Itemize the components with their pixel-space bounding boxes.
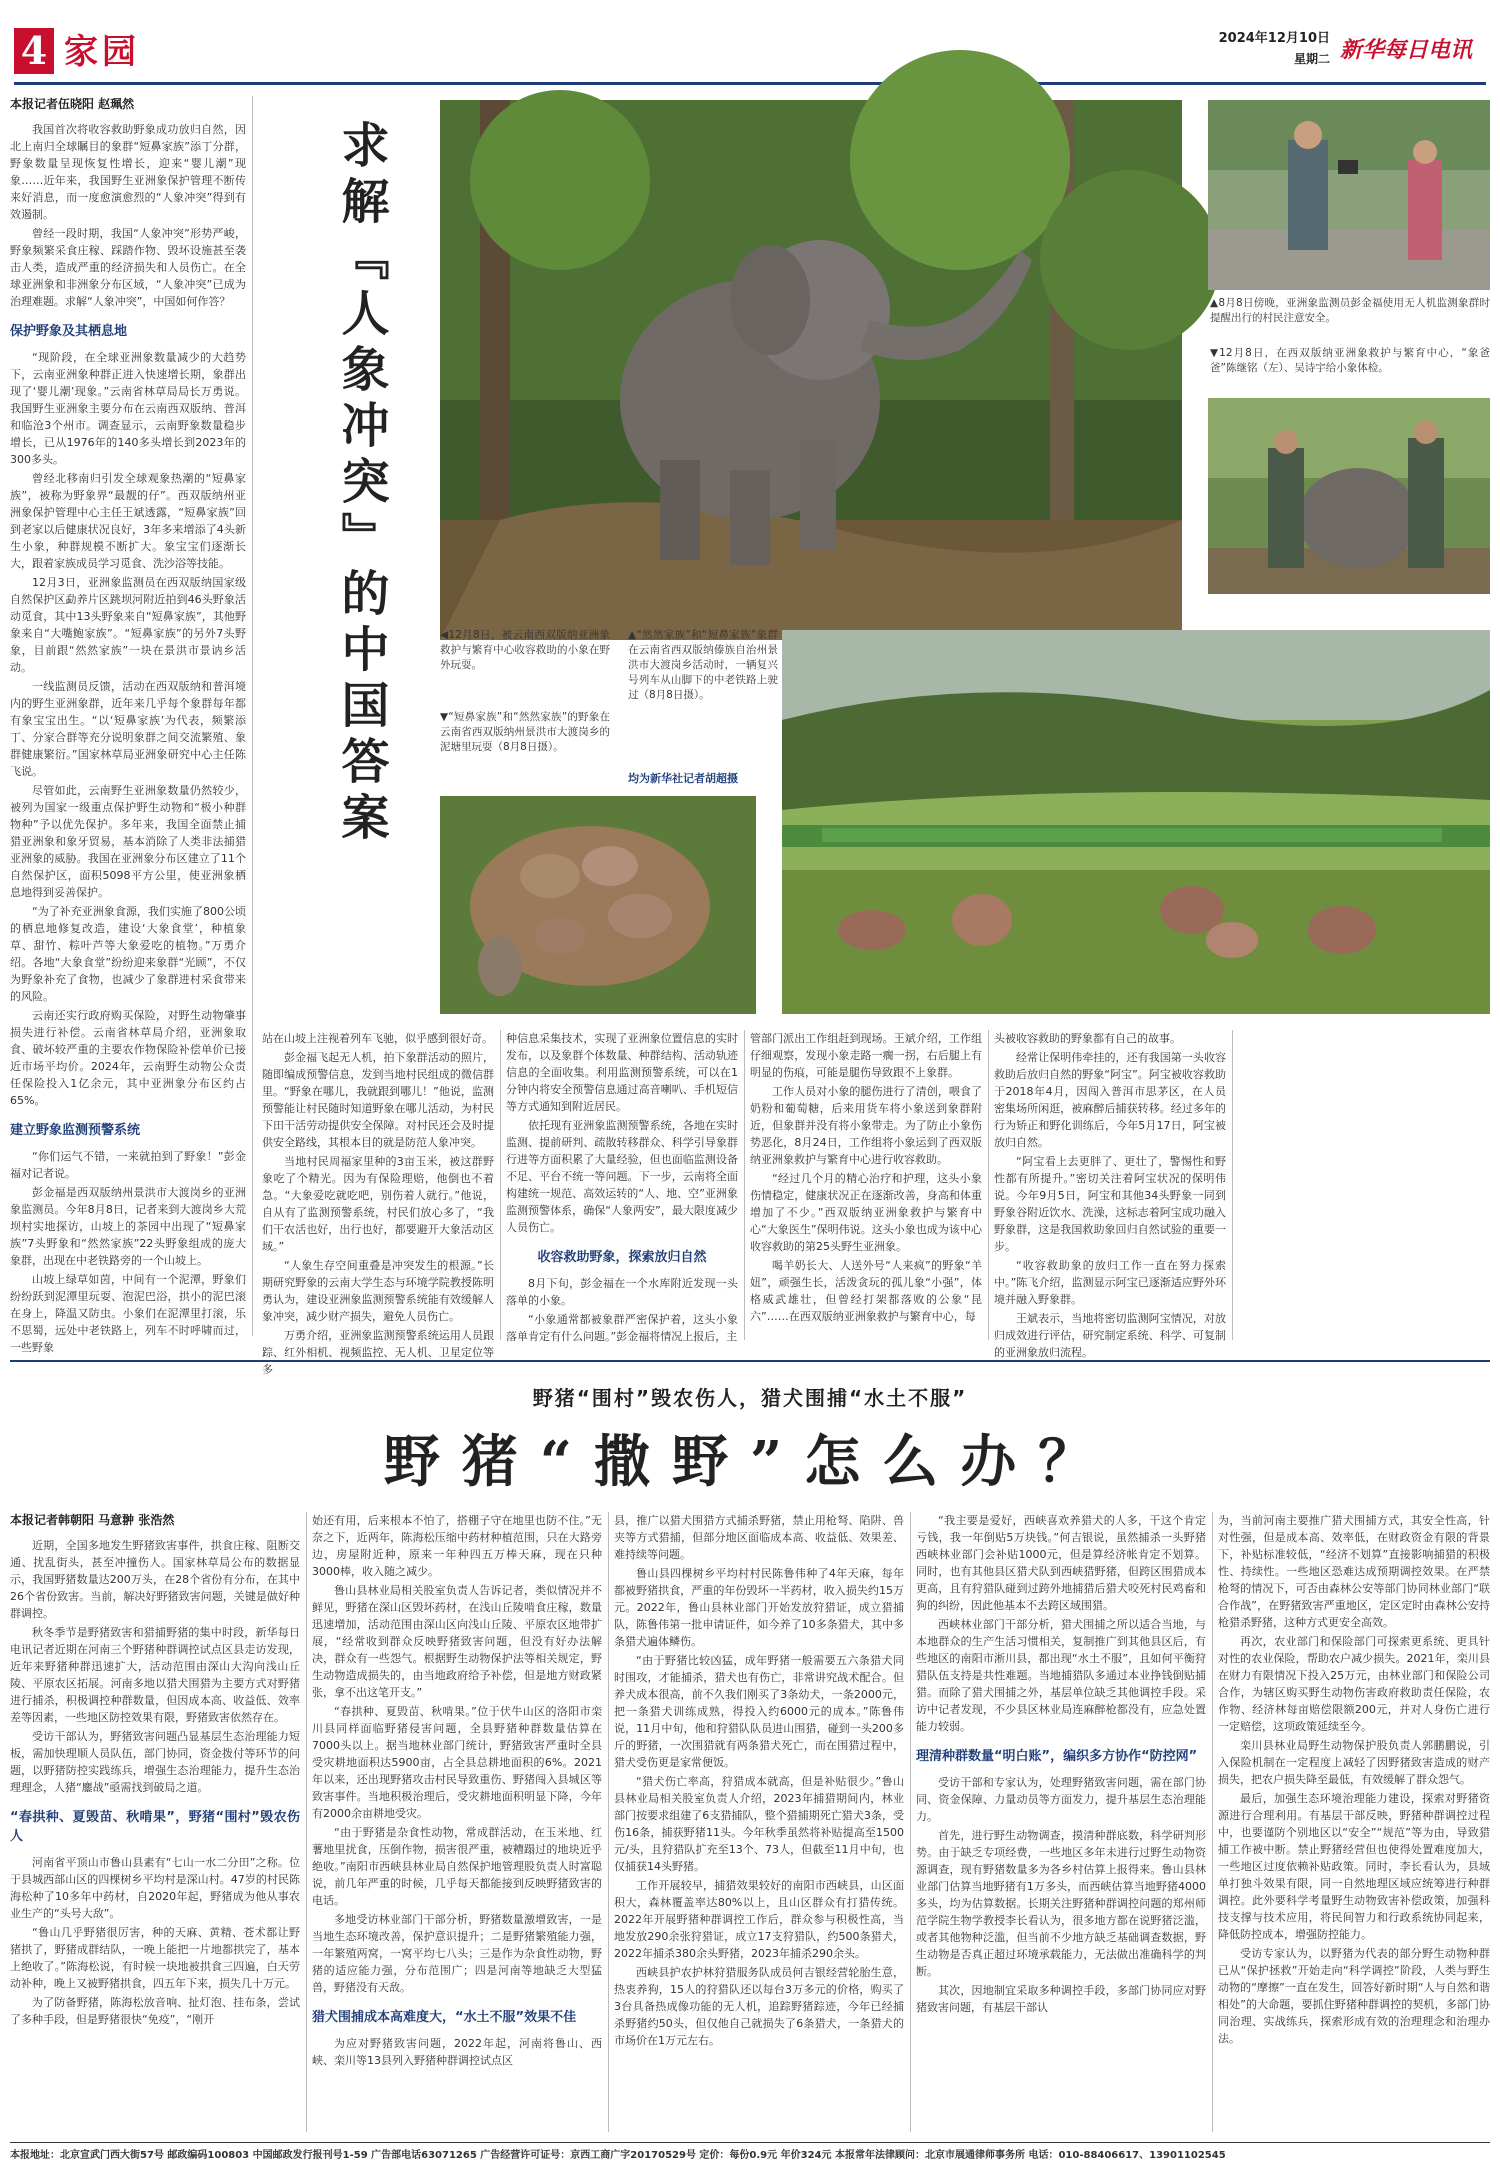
column-rule [910,1512,911,2132]
paragraph: 始还有用，后来根本不怕了，搭棚子守在地里也防不住。”无奈之下，近两年，陈海松压缩中药材种植范围，只在大路旁边，房屋附近种，原来一年种四五万棒天麻，现在只种3000棒，收入随之减少。 [312,1514,602,1578]
article1-byline: 本报记者伍晓阳 赵珮然 [10,97,135,111]
article2-title: 野猪“撒野”怎么办？ [383,1429,1117,1495]
paragraph: 曾经一段时期，我国“人象冲突”形势严峻，野象频繁采食庄稼、踩踏作物、毁坏设施甚至袭击人类，造成严重的经济损失和人员伤亡。在全球亚洲象和非洲象分布区域，“人象冲突”已成为治理难题。求解“人象冲突”，中国如何作答？ [10,227,246,308]
issue-date: 2024年12月10日 [1218,31,1330,46]
masthead-rule [14,82,1486,85]
page-number-badge [14,28,54,74]
caption-health-check: ▼12月8日，在西双版纳亚洲象救护与繁育中心，“象爸爸”陈继铭（左）、吴诗宇给小象体检。 [1210,347,1490,374]
paragraph: 为，当前河南主要推广猎犬围捕方式，其安全性高，针对性强，但是成本高、效率低，在财政资金有限的背景下，补贴标准较低，“经济不划算”直接影响捕猎的积极性、持续性。一些地区恐难达成预期调控效果。在严禁枪弩的情况下，可否由森林公安等部门协同林业部门“联合作战”，在野猪致害严重地区，定区定时由森林公安持枪猎杀野猪，这种方式更安全高效。 [1218,1514,1490,1629]
paragraph: 工作人员对小象的腿伤进行了清创，喂食了奶粉和葡萄糖，后来用货车将小象送到象群附近，但象群并没有将小象带走。为了防止小象伤势恶化，8月24日，工作组将小象运到了西双版纳亚洲象救护与繁育中心进行收容救助。 [750,1085,982,1166]
paragraph: 我国首次将收容救助野象成功放归自然，因北上南归全球瞩目的象群“短鼻家族”添丁分群，野象数量呈现恢复性增长，迎来“婴儿潮”现象……近年来，我国野生亚洲象保护管理不断传来好消息，而一度愈演愈烈的“人象冲突”得到有效遏制。 [10,123,246,221]
paragraph: 万勇介绍，亚洲象监测预警系统运用人员跟踪、红外相机、视频监控、无人机、卫星定位等多 [262,1329,494,1376]
paragraph: 彭金福是西双版纳州景洪市大渡岗乡的亚洲象监测员。今年8月8日，记者来到大渡岗乡大荒坝村实地探访，山坡上的茶园中出现了“短鼻家族”7头野象和“然然家族”22头野象组成的庞大象群，出现在中老铁路旁的一个山坡上。 [10,1186,246,1267]
article2-col5 [1218,1512,1490,2132]
caption-mud-pond: ▼“短鼻家族”和“然然家族”的野象在云南省西双版纳州景洪市大渡岗乡的泥塘里玩耍（8月8日摄）。 [440,711,610,753]
paragraph: “猎犬伤亡率高，狩猎成本就高，但是补贴很少。”鲁山县林业局相关股室负责人介绍，2023年捕猎期间内，林业部门按要求组建了6支猎捕队，整个猎捕期死亡猎犬3条，受伤16条，捕获野猪11头。今年秋季虽然将补贴提高至1500元/头，且狩猎队扩充至13个、73人，但截至11月中旬，也仅捕获14头野猪。 [614,1775,904,1873]
paragraph: 王斌表示，当地将密切监测阿宝情况，对放归成效进行评估，研究制定系统、科学、可复制的亚洲象放归流程。 [994,1312,1226,1359]
paragraph: 喝羊奶长大、人送外号“人来疯”的野象“羊妞”，顽强生长，活泼贪玩的孤儿象“小强”，体格威武雄壮，但曾经打架都落败的公象“昆六”……在西双版纳亚洲象救护与繁育中心，每 [750,1259,982,1323]
paragraph: 头被收容救助的野象都有自己的故事。 [994,1032,1181,1045]
paragraph: 首先，进行野生动物调查，摸清种群底数，科学研判形势。由于缺乏专项经费，一些地区多年未进行过野生动物资源调查，现有野猪数量多为各乡村估算上报得来。鲁山县林业部门估算当地野猪有1万多头，而西峡估算当地野猪4000多头，均为估算数据。长期关注野猪种群调控问题的郑州师范学院生物学教授李长看认为，很多地方都在说野猪泛滥，或者其他物种泛滥，但当前不少地方缺乏基础调查数据，野生动物是否真正超过环境承载能力，无法做出准确科学的判断。 [916,1829,1206,1978]
article2-byline: 本报记者韩朝阳 马意翀 张浩然 [10,1513,175,1527]
paragraph: “我主要是爱好，西峡喜欢养猎犬的人多，干这个肯定亏钱，我一年倒贴5万块钱。”何吉银说，虽然捕杀一头野猪西峡林业部门会补贴1000元，但是算经济帐肯定不划算。同时，也有其他县区猎犬队到西峡猎野猪，但跨区围猎成本更高，且有狩猎队碰到过跨外地捕猎后猎犬咬死村民鸡畜和狗的纠纷，因此他基本不去跨区域围猎。 [916,1514,1206,1612]
column-rule [1232,1030,1233,1340]
paragraph: 受访专家认为，以野猪为代表的部分野生动物种群已从“保护拯救”开始走向“科学调控”阶段，人类与野生动物的“摩擦”一直在发生，回答好新时期“人与自然和谐相处”的大命题，要抓住野猪种群调控的契机，多部门协同治理、实战练兵，探索形成有效的治理理念和治理办法。 [1218,1947,1490,2045]
article1-col2 [262,1030,494,1376]
photo-drone-monitor [1208,100,1490,290]
article2-kicker: 野猪“围村”毁农伤人，猎犬围捕“水土不服” [532,1386,968,1410]
paragraph: 栾川县林业局野生动物保护股负责人郭鹏鹏说，引入保险机制在一定程度上减轻了因野猪致害造成的财产损失，把农户损失降至最低，有效缓解了群众怨气。 [1218,1739,1490,1786]
paragraph: 山坡上绿草如茵，中间有一个泥潭，野象们纷纷跃到泥潭里玩耍、泡泥巴浴，拱小的泥巴滚在身上，降温又防虫。小象们在泥潭里打滚，乐不思蜀，远处中老铁路上，列车不时呼啸而过，一些野象 [10,1273,246,1354]
column-rule [252,96,253,1336]
paragraph: 彭金福飞起无人机，拍下象群活动的照片，随即编成预警信息，发到当地村民组成的微信群里。“野象在哪儿，我就跟到哪儿！”他说，监测预警能让村民随时知道野象在哪儿活动，为村民下田干活劳动提供安全保障。对村民还会及时提供安全路线，其根本目的就是防范人象冲突。 [262,1051,494,1149]
paragraph: 西峡县护农护林狩猎服务队成员何吉银经营轮胎生意，热衷养狗，15人的狩猎队还以每台3万多元的价格，购买了3台具备热成像功能的无人机，追踪野猪踪迹，今年已经捕杀野猪约50头，但仅他自己就损失了6条猎犬，一条猎犬的市场价在1万元左右。 [614,1966,904,2047]
paper-logo: 新华每日电讯 [1340,37,1473,63]
paragraph: 8月下旬，彭金福在一个水库附近发现一头落单的小象。 [506,1277,738,1307]
paragraph: 其次，因地制宜采取多种调控手段，多部门协同应对野猪致害问题，有基层干部认 [916,1984,1206,2014]
paragraph: 最后，加强生态环境治理能力建设，探索对野猪资源进行合理利用。有基层干部反映，野猪种群调控过程中，也要谨防个别地区以“安全”“规范”等为由，导致猎捕工作被中断。禁止野猪经营但也使得处置难度加大，一些地区过度依赖补贴政策。同时，李长看认为，县域单打独斗效果有限，同一自然地理区域应统筹进行种群调控。此外要科学考量野生动物致害补偿政策，加强科技支撑与技术应用，将民间智力和行政系统协同起来，降低防控成本，增强防控能力。 [1218,1792,1490,1941]
paragraph: 站在山坡上注视着列车飞驰，似乎感到很好奇。 [262,1032,493,1045]
paragraph: 再次，农业部门和保险部门可探索更系统、更具针对性的农业保险，帮助农户减少损失。2021年，栾川县在财力有限情况下投入25万元，由林业部门和保险公司合作，为辖区购买野生动物伤害政府救助责任保险，农作物、经济林每亩赔偿限额200元，并对人身伤亡进行一定赔偿，这项政策延续至今。 [1218,1635,1490,1733]
paragraph: 12月3日，亚洲象监测员在西双版纳国家级自然保护区勐养片区跳坝河附近拍到46头野象活动觅食，其中13头野象来自“短鼻家族”，其他野象来自“大嘴鲍家族”。“短鼻家族”的另外7头野象，目前跟“然然家族”一块在景洪市景讷乡活动。 [10,576,246,674]
caption-drone-monitor: ▲8月8日傍晚，亚洲象监测员彭金福使用无人机监测象群时提醒出行的村民注意安全。 [1210,297,1490,324]
paragraph: 管部门派出工作组赶到现场。王斌介绍，工作组仔细观察，发现小象走路一瘸一拐，右后腿上有明显的伤痕，可能是腿伤导致跟不上象群。 [750,1032,982,1079]
paragraph: “阿宝看上去更胖了、更壮了，警惕性和野性都有所提升。”密切关注着阿宝状况的保明伟说。今年9月5日，阿宝和其他34头野象一同到野象谷附近饮水、洗澡，这标志着阿宝成功融入野象群，这是我国救助象回归自然试验的重要一步。 [994,1155,1226,1253]
photo-train-landscape [782,630,1490,1014]
article2-col1 [10,1512,300,2132]
article-divider [10,1360,1490,1362]
article1-col1 [10,96,246,1354]
photo-baby-elephant [440,100,1182,640]
paragraph: 受访干部和专家认为，处理野猪致害问题，需在部门协同、资金保障、力量动员等方面发力，提升基层生态治理能力。 [916,1776,1206,1823]
paragraph: 曾经北移南归引发全球观象热潮的“短鼻家族”，被称为野象界“最靓的仔”。西双版纳州亚洲象保护管理中心主任王斌透露，“短鼻家族”回到老家以后健康状况良好，3年多来增添了4头新生小象，种群规模不断扩大。象宝宝们逐渐长大，跟着家族成员学习觅食、洗沙浴等技能。 [10,472,246,570]
column-rule [1212,1512,1213,2132]
paragraph: 鲁山县林业局相关股室负责人告诉记者，类似情况并不鲜见，野猪在深山区毁坏药材，在浅山丘陵啃食庄稼，数量迅速增加，活动范围由深山区向浅山丘陵、平原农区地带扩展，“经常收到群众反映野猪致害问题，但没有好办法解决，群众有一些怨气。根据野生动物保护法等相关规定，野生动物造成损失的，由当地政府给予补偿，但是地方财政紧张，拿不出这笔开支。” [312,1584,602,1699]
caption-train: ▲“然然家族”和“短鼻家族”象群在云南省西双版纳傣族自治州景洪市大渡岗乡活动时，一辆复兴号列车从山脚下的中老铁路上驶过（8月8日摄）。 [628,629,778,701]
paragraph: 工作开展较早，捕猎效果较好的南阳市西峡县，山区面积大，森林覆盖率达80%以上，且山区群众有打猎传统。2022年开展野猪种群调控工作后，群众参与积极性高，当地发放290余张狩猎证，成立17支狩猎队，约500条猎犬，2022年捕杀380余头野猪，2023年捕杀290余头。 [614,1879,904,1960]
article1-col6 [1238,1030,1490,1340]
article1-title-text: 求解『人象冲突』的中国答案 [333,120,389,848]
photo-health-check [1208,398,1490,594]
article1-subhead-2: 建立野象监测预警系统 [10,1123,141,1138]
paragraph: 当地村民周福家里种的3亩玉米，被这群野象吃了个精光。因为有保险理赔，他倒也不着急。“大象爱吃就吃吧，别伤着人就行。”他说，自从有了监测预警系统，村民们放心多了，“我们干农活也好，出行也好，都要避开大象活动区域。” [262,1155,494,1253]
page-number: 4 [20,28,48,73]
article2-col2 [312,1512,602,2132]
article1-col5 [994,1030,1226,1359]
paragraph: 一线监测员反馈，活动在西双版纳和普洱境内的野生亚洲象群，近年来几乎每个象群每年都有象宝宝出生。“以‘短鼻家族’为代表，频繁添丁、分家合群等充分说明象群之间交流繁殖、象群健康繁衍。”国家林草局亚洲象研究中心主任陈飞说。 [10,680,246,778]
article1-col3 [506,1030,738,1343]
paragraph: 秋冬季节是野猪致害和猎捕野猪的集中时段，新华每日电讯记者近期在河南三个野猪种群调控试点区县走访发现，近年来野猪种群迅速扩大，活动范围由深山大沟向浅山丘陵、平原农区拓展。河南多地以猎犬围猎为主要方式对野猪进行捕杀，积极调控种群数量，但因成本高、收益低、效率差等因素，一些地区防控效果有限，野猪致害依然存在。 [10,1626,300,1724]
column-rule [744,1030,745,1340]
column-rule [988,1030,989,1340]
paragraph: 种信息采集技术，实现了亚洲象位置信息的实时发布，以及象群个体数量、种群结构、活动轨迹信息的全面收集。利用监测预警系统，可以在1分钟内将安全预警信息通过高音喇叭、手机短信等方式通知到附近居民。 [506,1032,738,1113]
masthead [0,0,1500,88]
paragraph: “由于野猪比较凶猛，成年野猪一般需要五六条猎犬同时围攻，才能捕杀，猎犬也有伤亡，非常讲究战术配合。但养犬成本很高，前不久我们刚买了3条幼犬，一条2000元，把一条猎犬训练成熟，得投入约6000元的成本。”陈鲁伟说，11月中旬，他和狩猎队队员进山围猎，碰到一头200多斤的野猪，一次围猎就有两条猎犬死亡，而在围猎过程中，猎犬受伤更是家常便饭。 [614,1654,904,1769]
paragraph: 经常让保明伟牵挂的，还有我国第一头收容救助后放归自然的野象“阿宝”。阿宝被收容救助于2018年4月，因闯入普洱市思茅区，在人员密集场所闲逛，被麻醉后捕获转移。经过多年的行为矫正和野化训练后，今年5月17日，阿宝被放归自然。 [994,1051,1226,1149]
paragraph: 受访干部认为，野猪致害问题凸显基层生态治理能力短板，需加快理顺人员队伍，部门协同，资金拨付等环节的问题，以野猪防控实践练兵，增强生态治理能力，提升生态治理理念，人猪“鏖战”亟需找到破局之道。 [10,1730,300,1794]
paragraph: “由于野猪是杂食性动物，常成群活动，在玉米地、红薯地里扰食，压倒作物，损害很严重，被糟蹋过的地块近乎绝收。”南阳市西峡县林业局自然保护地管理股负责人时富聪说，前几年严重的时候，几乎每天都能接到反映野猪致害的电话。 [312,1826,602,1907]
paragraph: “收容救助象的放归工作一直在努力探索中。”陈飞介绍，监测显示阿宝已逐渐适应野外环境并融入野象群。 [994,1259,1226,1306]
article1-subhead-3: 收容救助野象，探索放归自然 [537,1250,707,1265]
article2-subhead-3: 理清种群数量“明白账”，编织多方协作“防控网” [916,1749,1198,1764]
paragraph: “春拱种、夏毁苗、秋啃果。”位于伏牛山区的洛阳市栾川县同样面临野猪侵害问题，全县野猪种群数量估算在7000头以上。据当地林业部门统计，野猪致害严重时全县受灾耕地面积达5900亩，占全县总耕地面积的6%。2021年以来，还出现野猪攻击村民导致重伤、野猪闯入县城区等致害事件。当地积极治理后，受灾耕地面积明显下降，今年有2000余亩耕地受灾。 [312,1705,602,1820]
paragraph: 为了防备野猪，陈海松放音响、扯灯泡、挂布条，尝试了多种手段，但是野猪很快“免疫”，“刚开 [10,1996,300,2026]
article1-title [330,120,396,1080]
article2-subhead-1: “春拱种、夏毁苗、秋啃果”，野猪“围村”毁农伤人 [10,1810,300,1844]
column-rule [306,1512,307,2132]
photo-mud-pond [440,796,756,1014]
paragraph: 依托现有亚洲象监测预警系统，各地在实时监测、提前研判、疏散转移群众、科学引导象群行进等方面积累了大量经验，但也面临监测设备不足、平台不统一等问题。下一步，云南将全面构建统一规范、高效运转的“人、地、空”亚洲象监测预警体系，确保“人象两安”，最大限度减少人员伤亡。 [506,1119,738,1234]
article2-col4 [916,1512,1206,2132]
caption-baby-play: ◀12月8日，被云南西双版纳亚洲象救护与繁育中心收容救助的小象在野外玩耍。 [440,629,610,671]
paragraph: 为应对野猪致害问题，2022年起，河南将鲁山、西峡、栾川等13县列入野猪种群调控试点区 [312,2037,602,2067]
paragraph: 尽管如此，云南野生亚洲象数量仍然较少，被列为国家一级重点保护野生动物和“极小种群物种”予以优先保护。多年来，我国全面禁止捕猎亚洲象和象牙贸易，基本消除了人类非法捕猎亚洲象的威胁。我国在亚洲象分布区建立了11个自然保护区，面积5098平方公里，使亚洲象栖息地得到妥善保护。 [10,784,246,899]
paragraph: “你们运气不错，一来就拍到了野象！”彭金福对记者说。 [10,1150,246,1180]
article1-col4 [750,1030,982,1340]
column-rule [608,1512,609,2132]
paragraph: “人象生存空间重叠是冲突发生的根源。”长期研究野象的云南大学生态与环境学院教授陈明勇认为，建设亚洲象监测预警系统能有效缓解人象冲突，减少财产损失，避免人员伤亡。 [262,1259,494,1323]
photo-credit: 均为新华社记者胡超摄 [628,772,738,785]
article2-subhead-2: 猎犬围捕成本高难度大，“水土不服”效果不佳 [312,2010,577,2025]
column-rule [500,1030,501,1340]
paragraph: 西峡林业部门干部分析，猎犬围捕之所以适合当地，与本地群众的生产生活习惯相关，复制推广到其他县区后，有些地区的南阳市淅川县，都出现“水土不服”，且如何平衡狩猎队伍支持是共性难题。当地捕猎队多通过本业挣钱倒贴捕猎。而除了猎犬围捕之外，基层单位缺乏其他调控手段。采访中记者发现，不少县区林业局连麻醉枪都没有，应急处置能力较弱。 [916,1618,1206,1733]
footer-rule [10,2142,1490,2143]
paragraph: 多地受访林业部门干部分析，野猪数量激增致害，一是当地生态环境改善，保护意识提升；二是野猪繁殖能力强，一年繁殖两窝，一窝平均七八头；三是作为杂食性动物，野猪的适应能力强，分布范围广；四是河南等地缺乏大型猛兽，野猪没有天敌。 [312,1913,602,1994]
paragraph: “鲁山几乎野猪很厉害，种的天麻、黄精、苍术都让野猪拱了，野猪成群结队，一晚上能把一片地都拱完了，基本上绝收了。”陈海松说，有时候一块地被拱食三四遍，白天劳动补种，晚上又被野猪拱食，四五年下来，损失几十万元。 [10,1926,300,1990]
article1-subhead-1: 保护野象及其栖息地 [10,324,128,339]
article2-col3 [614,1512,904,2132]
paragraph: 县，推广以猎犬围猎方式捕杀野猪，禁止用枪弩、陷阱、兽夹等方式猎捕，但部分地区面临成本高、收益低、效果差、难持续等问题。 [614,1514,904,1561]
paragraph: “经过几个月的精心治疗和护理，这头小象伤情稳定，健康状况正在逐渐改善，身高和体重增加了不少。”西双版纳亚洲象救护与繁育中心“大象医生”保明伟说。这头小象也成为该中心收容救助的第25头野生亚洲象。 [750,1172,982,1253]
section-name: 家园 [64,32,140,72]
paragraph: 近期，全国多地发生野猪致害事件，拱食庄稼、阻断交通、扰乱街头，甚至冲撞伤人。国家林草局公布的数据显示，我国野猪数量达200万头，在28个省份有分布，在其中26个省份致害。当前，解决好野猪致害问题，关键是做好种群调控。 [10,1539,300,1620]
paragraph: 河南省平顶山市鲁山县素有“七山一水二分田”之称。位于县城西部山区的四棵树乡平均村是深山村。47岁的村民陈海松种了10多年中药材，自2020年起，野猪成为他从事农业生产的“头号大敌”。 [10,1856,300,1920]
issue-weekday: 星期二 [1293,52,1330,66]
paragraph: “为了补充亚洲象食源，我们实施了800公顷的栖息地修复改造，建设‘大象食堂’，种植象草、甜竹、粽叶芦等大象爱吃的植物。”万勇介绍。各地“大象食堂”纷纷迎来象群“光顾”，不仅为野象补充了食物，也减少了象群进村采食带来的风险。 [10,905,246,1003]
footer-info: 本报地址：北京宣武门西大街57号 邮政编码100803 中国邮政发行报刊号1-59 广告部电话63071265 广告经营许可证号：京西工商广字20170529号 定价：每份0.9元 年价324元 本报常年法律顾问：北京市展通律师事务所 电话：010-88406617、13901102545 [10,2150,1226,2161]
paragraph: “小象通常都被象群严密保护着，这头小象落单肯定有什么问题。”彭金福将情况上报后，主 [506,1313,738,1343]
paragraph: 鲁山县四棵树乡平均村村民陈鲁伟种了4年天麻，每年都被野猪拱食，严重的年份毁坏一半药材，收入损失约15万元。2022年，鲁山县林业部门开始发放狩猎证，成立猎捕队，陈鲁伟第一批申请证件，如今养了10多条猎犬，其中多条猎犬遍体鳞伤。 [614,1567,904,1648]
paragraph: “现阶段，在全球亚洲象数量减少的大趋势下，云南亚洲象种群正进入快速增长期，象群出现了‘婴儿潮’现象。”云南省林草局局长万勇说。我国野生亚洲象主要分布在云南西双版纳、普洱和临沧3个州市。调查显示，云南野象数量稳步增长，已从1976年的140多头增长到2023年的300多头。 [10,351,246,466]
paragraph: 云南还实行政府购买保险，对野生动物肇事损失进行补偿。云南省林草局介绍，亚洲象取食、破坏较严重的主要农作物保险补偿单价已接近市场平均价。2024年，云南野生动物公众责任保险投入1亿余元，其中亚洲象分布区约占65%。 [10,1009,246,1107]
